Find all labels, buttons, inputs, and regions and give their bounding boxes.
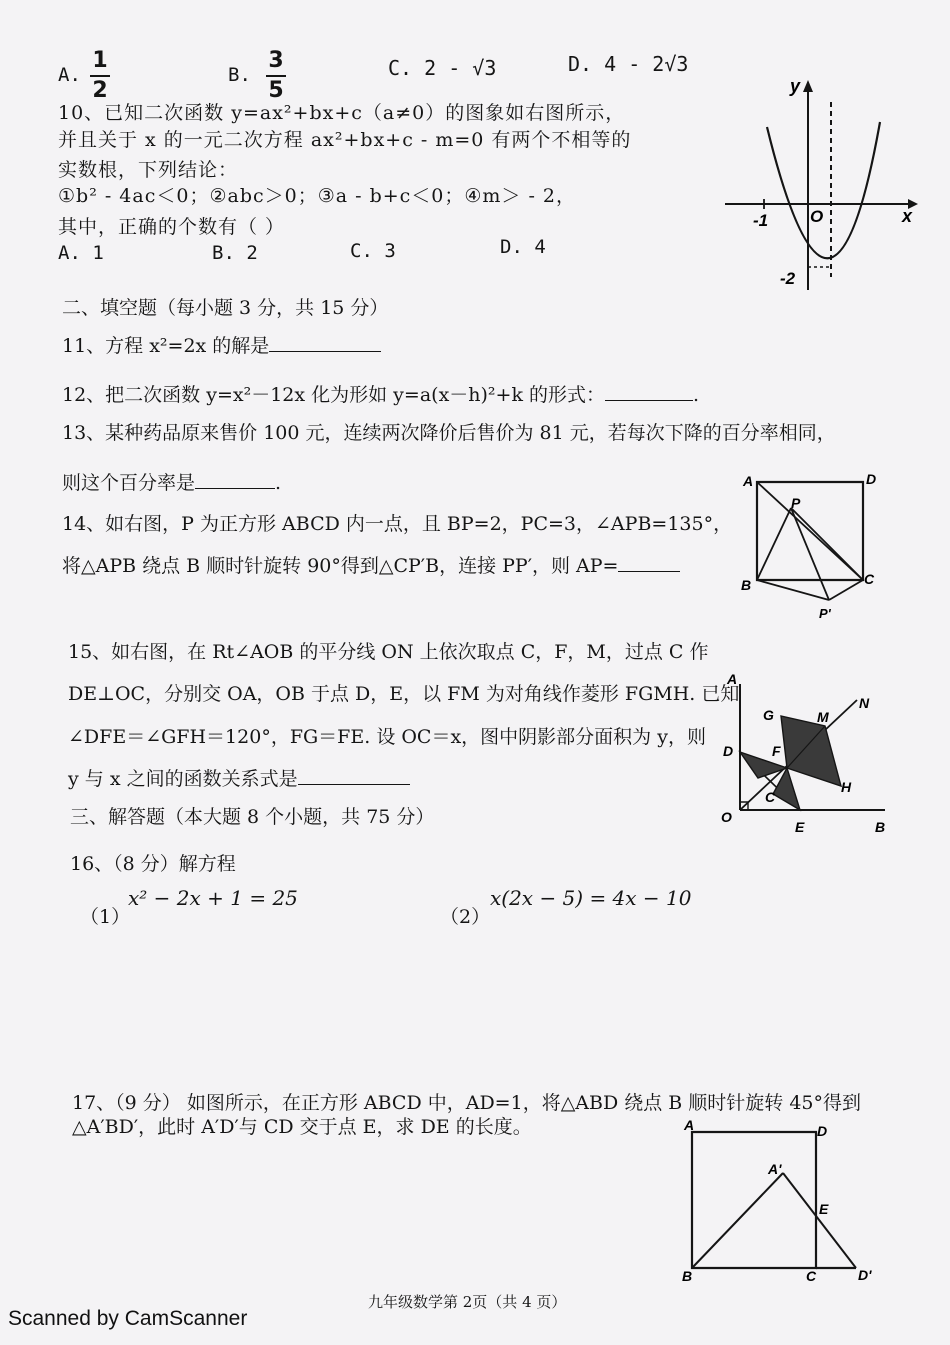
neg1-label: -1 (753, 211, 769, 230)
q17-line-2: △A′BD′，此时 A′D′与 CD 交于点 E，求 DE 的长度。 (72, 1116, 532, 1138)
q16-part2-label: （2） (440, 906, 491, 928)
x-axis-label: x (902, 206, 913, 226)
label-d-prime: D' (858, 1267, 872, 1283)
q12-tail: . (693, 384, 700, 406)
q13-line-2 (62, 468, 281, 495)
q13-line-1: 13、某种药品原来售价 100 元，连续两次降价后售价为 81 元，若每次下降的百分率相同， (62, 422, 836, 444)
q17-rotation-figure (680, 1118, 890, 1288)
label-c: C (864, 571, 875, 587)
q14-answer-blank[interactable] (618, 570, 680, 572)
neg2-label: -2 (780, 269, 796, 288)
label-a: A (727, 671, 738, 687)
label-g: G (763, 707, 774, 723)
q17-line-1: 17、（9 分） 如图所示，在正方形 ABCD 中，AD=1，将△ABD 绕点 B 顺时针旋转 45°得到 (72, 1092, 862, 1114)
q13-answer-blank[interactable] (195, 487, 275, 489)
label-b: B (875, 819, 886, 835)
label-m: M (817, 709, 829, 725)
page-footer: 九年级数学第 2页（共 4 页） (368, 1293, 567, 1311)
q15-line-1: 15、如右图，在 Rt∠AOB 的平分线 ON 上依次取点 C，F，M，过点 C 作 (68, 641, 709, 663)
label-p: P (791, 495, 801, 511)
parabola-curve (767, 122, 880, 258)
q13-tail: . (275, 472, 282, 494)
q16-part1-label: （1） (80, 906, 131, 928)
q9-a-numerator: 1 (92, 48, 108, 73)
q10-option-d: D. 4 (500, 236, 546, 258)
q10-option-c: C. 3 (350, 240, 396, 262)
q10-parabola-figure (720, 72, 920, 292)
label-p-prime: P' (819, 606, 831, 621)
q9-option-b-fraction (266, 48, 286, 104)
q15-rhombus-figure (715, 668, 895, 838)
q10-line-3: 实数根，下列结论： (58, 159, 239, 181)
q15-line-2: DE⊥OC，分别交 OA，OB 于点 D，E，以 FM 为对角线作菱形 FGMH. 已知 (68, 683, 740, 705)
origin-label: O (810, 207, 824, 226)
q9-b-numerator: 3 (268, 48, 284, 73)
q10-line-2: 并且关于 x 的一元二次方程 ax²+bx+c - m=0 有两个不相等的 (58, 129, 632, 151)
q15-stem: y 与 x 之间的函数关系式是 (68, 768, 298, 790)
q10-line-5: 其中，正确的个数有（ ） (58, 216, 286, 238)
label-a: A (684, 1118, 695, 1133)
label-d: D (866, 471, 877, 487)
label-d: D (723, 743, 734, 759)
q16-title: 16、（8 分）解方程 (70, 853, 236, 875)
y-axis-label: y (790, 76, 801, 96)
label-a: A (743, 473, 754, 489)
q16-part2-equation: x(2x − 5) = 4x − 10 (490, 886, 692, 910)
label-o: O (721, 809, 732, 825)
label-e: E (795, 819, 805, 835)
q11-text (62, 331, 381, 358)
section3-title: 三、解答题（本大题 8 个小题，共 75 分） (70, 806, 435, 828)
segment-p-prime-c (829, 580, 863, 600)
q12-answer-blank[interactable] (605, 399, 693, 401)
q15-answer-blank[interactable] (298, 783, 410, 785)
q9-option-b-label: B. (228, 64, 251, 86)
q14-stem: 将△APB 绕点 B 顺时针旋转 90°得到△CP′B，连接 PP′，则 AP= (62, 555, 619, 577)
q14-square-figure (735, 468, 885, 628)
q16-part1-equation: x² − 2x + 1 = 25 (128, 886, 298, 910)
label-h: H (841, 779, 852, 795)
label-b: B (682, 1268, 693, 1284)
q10-option-b: B. 2 (212, 242, 258, 264)
label-d: D (817, 1123, 828, 1139)
segment-pc (791, 508, 863, 580)
segment-ba-prime (692, 1173, 783, 1268)
segment-bp (757, 508, 791, 580)
q9-b-denominator: 5 (268, 78, 284, 103)
label-c: C (765, 789, 776, 805)
q11-stem: 11、方程 x²=2x 的解是 (62, 335, 270, 357)
segment-a-prime-d-prime (783, 1173, 856, 1268)
section2-title: 二、填空题（每小题 3 分，共 15 分） (62, 297, 389, 319)
q9-a-denominator: 2 (92, 78, 108, 103)
q12-stem: 12、把二次函数 y=x²－12x 化为形如 y=a(x－h)²+k 的形式： (62, 384, 606, 406)
q9-option-c: C. 2 - √3 (388, 56, 497, 80)
q10-line-4: ①b² - 4ac＜0；②abc＞0；③a - b+c＜0；④m＞ - 2， (58, 185, 577, 207)
segment-bp-prime (757, 580, 829, 600)
q13-stem: 则这个百分率是 (62, 472, 196, 494)
label-n: N (859, 695, 870, 711)
q10-option-a: A. 1 (58, 242, 104, 264)
fraction-bar (266, 75, 286, 77)
y-axis-arrow-icon (803, 80, 813, 92)
fraction-bar (90, 75, 110, 77)
q14-line-1: 14、如右图，P 为正方形 ABCD 内一点，且 BP=2，PC=3，∠APB=135°， (62, 513, 733, 535)
label-e: E (819, 1201, 829, 1217)
q10-line-1: 10、已知二次函数 y=ax²+bx+c（a≠0）的图象如右图所示， (58, 102, 626, 124)
q14-line-2 (62, 551, 680, 578)
label-a-prime: A' (768, 1161, 782, 1177)
label-b: B (741, 577, 752, 593)
label-c: C (806, 1268, 817, 1284)
q11-answer-blank[interactable] (269, 350, 381, 352)
camscanner-watermark: Scanned by CamScanner (8, 1307, 248, 1330)
q15-line-3: ∠DFE＝∠GFH＝120°，FG＝FE. 设 OC＝x，图中阴影部分面积为 y，则 (68, 726, 706, 748)
label-f: F (772, 743, 781, 759)
segment-pp-prime (791, 508, 829, 600)
q9-option-a-fraction (90, 48, 110, 104)
q9-option-a-label: A. (58, 64, 81, 86)
q15-line-4 (68, 764, 410, 791)
q12-text (62, 380, 699, 407)
q9-option-d: D. 4 - 2√3 (568, 52, 689, 76)
